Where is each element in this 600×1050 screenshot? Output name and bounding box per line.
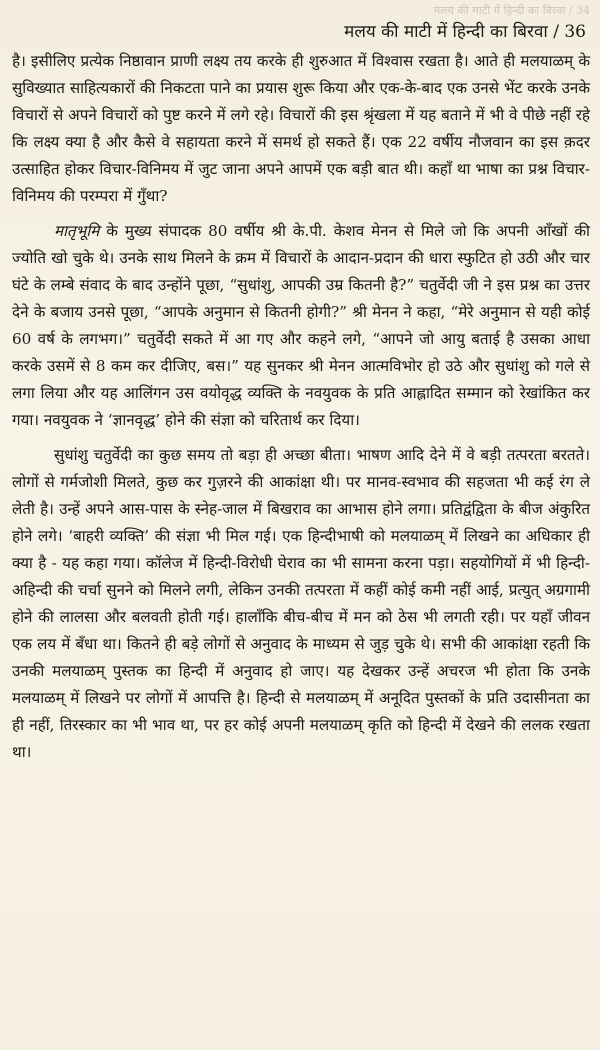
paragraph-3	[12, 442, 590, 766]
body-text	[12, 48, 590, 766]
running-title: मलय की माटी में हिन्दी का बिरवा	[344, 22, 548, 42]
header-separator: /	[547, 22, 565, 42]
paragraph-2	[12, 218, 590, 434]
paragraph-1	[12, 48, 590, 210]
running-header	[12, 18, 590, 48]
paragraph-1-text: है। इसीलिए प्रत्येक निष्ठावान प्राणी लक्ष्य तय करके ही शुरुआत में विश्वास रखता है। आते ही मलयाळम् के सुविख्यात साहित्यकारों की निकटता पाने का प्रयास शुरू किया और एक-के-बाद एक उनसे भेंट करके उनके विचारों से अपने विचारों को पुष्ट करने में लगे रहे। विचारों की इस श्रृंखला में यह बताने में भी वे पीछे नहीं रहे कि लक्ष्य क्या है और कैसे वे सहायता करने में समर्थ हो सकते हैं। एक 22 वर्षीय नौजवान का इस क़दर उत्साहित होकर विचार-विनिमय में जुट जाना अपने आपमें एक बड़ी बात थी। कहाँ था भाषा का प्रश्न विचार-विनिमय की परम्परा में गुँथा?	[12, 52, 590, 205]
newspaper-name: मातृभूमि	[54, 222, 100, 240]
paragraph-3-text: सुधांशु चतुर्वेदी का कुछ समय तो बड़ा ही अच्छा बीता। भाषण आदि देने में वे बड़ी तत्परता बरतते। लोगों से गर्मजोशी मिलते, कुछ कर गुज़रने की आकांक्षा थी। पर मानव-स्वभाव की सहजता भी कई रंग ले लेती है। उन्हें अपने आस-पास के स्नेह-जाल में बिखराव का आभास होने लगा। प्रतिद्वंद्विता के बीज अंकुरित होने लगे। ‘बाहरी व्यक्ति’ की संज्ञा भी मिल गई। एक हिन्दीभाषी को मलयाळम् में लिखने का अधिकार ही क्या है - यह कहा गया। कॉलेज में हिन्दी-विरोधी घेराव का भी सामना करना पड़ा। सहयोगियों में भी हिन्दी-अहिन्दी की चर्चा सुनने को मिलने लगी, लेकिन उनकी तत्परता में कहीं कोई कमी नहीं आई, प्रत्युत् अग्रगामी होने की लालसा और बलवती होती गई। हालाँकि बीच-बीच में मन को ठेस भी लगती रही। पर यहाँ जीवन एक लय में बँधा था। कितने ही बड़े लोगों से अनुवाद के माध्यम से जुड़ चुके थे। सभी की आकांक्षा रहती कि उनकी मलयाळम् पुस्तक का हिन्दी में अनुवाद हो जाए। यह देखकर उन्हें अचरज भी होता कि उनके मलयाळम् में लिखने पर लोगों में आपत्ति है। हिन्दी से मलयाळम् में अनूदित पुस्तकों के प्रति उदासीनता का ही नहीं, तिरस्कार का भी भाव था, पर हर कोई अपनी मलयाळम् कृति को हिन्दी में देखने की ललक रखता था।	[12, 446, 590, 761]
bleed-through-text: मलय की माटी में हिन्दी का बिरवा / 34	[433, 4, 590, 17]
page-number: 36	[564, 22, 586, 42]
paragraph-2-text: के मुख्य संपादक 80 वर्षीय श्री के.पी. केशव मेनन से मिले जो कि अपनी आँखों की ज्योति खो चुके थे। उनके साथ मिलने के क्रम में विचारों के आदान-प्रदान की धारा स्फुटित हो उठी और चार घंटे के लम्बे संवाद के बाद उन्होंने पूछा, “सुधांशु, आपकी उम्र कितनी है?” चतुर्वेदी जी ने इस प्रश्न का उत्तर देने के बजाय उनसे पूछा, “आपके अनुमान से कितनी होगी?” श्री मेनन ने कहा, “मेरे अनुमान से यही कोई 60 वर्ष के लगभग।” चतुर्वेदी सकते में आ गए और कहने लगे, “आपने जो आयु बताई है उसका आधा करके उसमें से 8 कम कर दीजिए, बस।” यह सुनकर श्री मेनन आत्मविभोर हो उठे और सुधांशु को गले से लगा लिया और यह आलिंगन उस वयोवृद्ध व्यक्ति के नवयुवक के प्रति आह्लादित सम्मान को रेखांकित कर गया। नवयुवक ने ‘ज्ञानवृद्ध’ होने की संज्ञा को चरितार्थ कर दिया।	[12, 222, 590, 429]
